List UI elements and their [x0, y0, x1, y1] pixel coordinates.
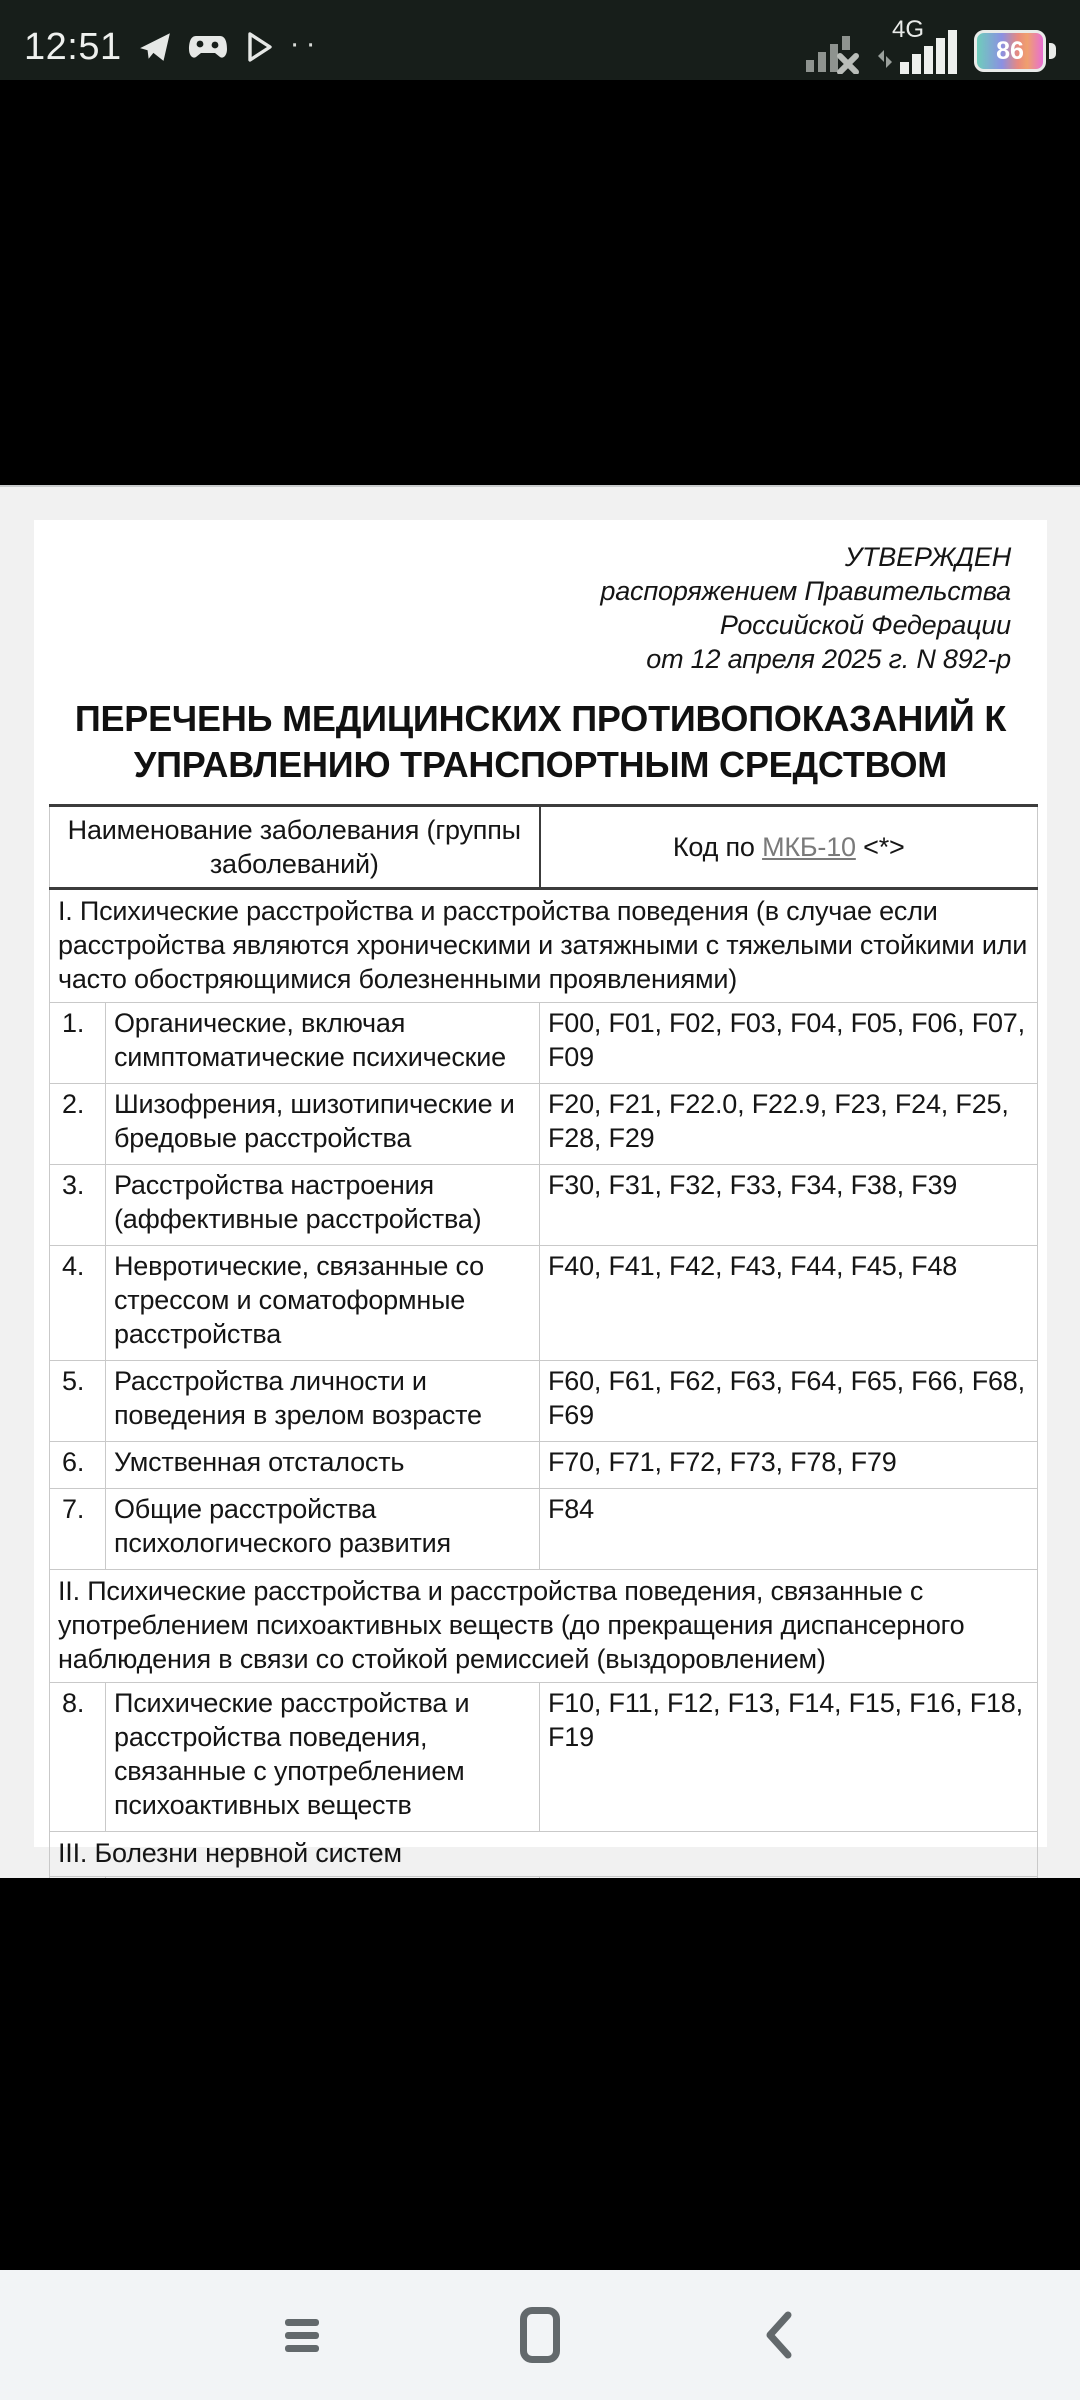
row-number: 6.	[50, 1442, 106, 1489]
icd-code: F60, F61, F62, F63, F64, F65, F66, F68, F69	[540, 1361, 1038, 1442]
icd-code: F40, F41, F42, F43, F44, F45, F48	[540, 1246, 1038, 1361]
recent-apps-button[interactable]	[267, 2300, 337, 2370]
row-number: 4.	[50, 1246, 106, 1361]
approval-block	[34, 540, 1047, 676]
more-notifications-dots: ··	[289, 27, 322, 60]
table-row	[50, 1246, 1038, 1361]
table-row	[50, 1084, 1038, 1165]
row-number: 7.	[50, 1489, 106, 1570]
back-chevron-icon	[763, 2311, 793, 2359]
disease-name: Органические, включая симптоматические психические	[106, 1003, 540, 1084]
table-row	[50, 1361, 1038, 1442]
android-nav-bar	[0, 2270, 1080, 2400]
disease-name: Расстройства настроения (аффективные расстройства)	[106, 1165, 540, 1246]
home-button[interactable]	[505, 2300, 575, 2370]
disease-name: Психические расстройства и расстройства поведения, связанные с употреблением психоактивных веществ	[106, 1683, 540, 1832]
table-row	[50, 1165, 1038, 1246]
battery-percent: 86	[996, 36, 1024, 65]
back-button[interactable]	[743, 2300, 813, 2370]
icd-code: F20, F21, F22.0, F22.9, F23, F24, F25, F28, F29	[540, 1084, 1038, 1165]
play-store-icon	[244, 31, 274, 63]
contraindications-table	[49, 804, 1038, 2066]
document-viewer[interactable]	[0, 485, 1080, 1878]
page-title: ПЕРЕЧЕНЬ МЕДИЦИНСКИХ ПРОТИВОПОКАЗАНИЙ К УПРАВЛЕНИЮ ТРАНСПОРТНЫМ СРЕДСТВОМ	[74, 698, 1007, 785]
signal-no-service-icon	[804, 22, 860, 74]
table-row	[50, 1003, 1038, 1084]
section-title: II. Психические расстройства и расстройства поведения, связанные с употреблением психоактивных веществ (до прекращения диспансерного наблюдения в связи со стойкой ремиссией (выздоровлением)	[50, 1570, 1038, 1683]
recent-apps-icon	[285, 2319, 319, 2352]
row-number: 1.	[50, 1003, 106, 1084]
approval-line: от 12 апреля 2025 г. N 892-р	[646, 644, 1011, 674]
home-icon	[520, 2307, 560, 2363]
table-row	[50, 1442, 1038, 1489]
table-row	[50, 1489, 1038, 1570]
icd-code: F84	[540, 1489, 1038, 1570]
icd-code: F10, F11, F12, F13, F14, F15, F16, F18, F19	[540, 1683, 1038, 1832]
table-header-row	[50, 806, 1038, 889]
disease-name: Шизофрения, шизотипические и бредовые расстройства	[106, 1084, 540, 1165]
letterbox-top	[0, 80, 1080, 485]
section-row	[50, 889, 1038, 1003]
approval-line: УТВЕРЖДЕН	[844, 542, 1011, 572]
icd-code: F30, F31, F32, F33, F34, F38, F39	[540, 1165, 1038, 1246]
battery-tip	[1049, 43, 1056, 59]
row-number: 2.	[50, 1084, 106, 1165]
battery-icon	[974, 30, 1056, 74]
disease-name: Расстройства личности и поведения в зрелом возрасте	[106, 1361, 540, 1442]
row-number: 3.	[50, 1165, 106, 1246]
section-title: I. Психические расстройства и расстройства поведения (в случае если расстройства являются хроническими и затяжными с тяжелыми стойкими или часто обостряющимися болезненными проявлениями)	[50, 889, 1038, 1003]
mkb10-link[interactable]: МКБ-10	[762, 832, 856, 862]
section-row	[50, 1832, 1038, 1877]
network-type-label: 4G	[892, 16, 925, 43]
icd-code: F70, F71, F72, F73, F78, F79	[540, 1442, 1038, 1489]
column-header-code: Код по МКБ-10 <*>	[540, 806, 1038, 889]
disease-name: Общие расстройства психологического развития	[106, 1489, 540, 1570]
column-header-disease: Наименование заболевания (группы заболеваний)	[50, 806, 540, 889]
icd-code: F00, F01, F02, F03, F04, F05, F06, F07, F09	[540, 1003, 1038, 1084]
row-number: 5.	[50, 1361, 106, 1442]
game-controller-icon	[188, 32, 228, 62]
approval-line: распоряжением Правительства	[600, 576, 1011, 606]
clock: 12:51	[24, 25, 122, 68]
approval-line: Российской Федерации	[719, 610, 1011, 640]
section-row	[50, 1570, 1038, 1683]
network-4g-signal-icon	[874, 16, 960, 74]
table-row	[50, 1683, 1038, 1832]
letterbox-bottom	[0, 1878, 1080, 2270]
status-bar	[0, 0, 1080, 80]
section-title: III. Болезни нервной систем	[50, 1832, 1038, 1877]
row-number: 8.	[50, 1683, 106, 1832]
disease-name: Невротические, связанные со стрессом и соматоформные расстройства	[106, 1246, 540, 1361]
document-page	[34, 520, 1047, 1868]
telegram-notification-icon	[138, 30, 172, 64]
disease-name: Умственная отсталость	[106, 1442, 540, 1489]
